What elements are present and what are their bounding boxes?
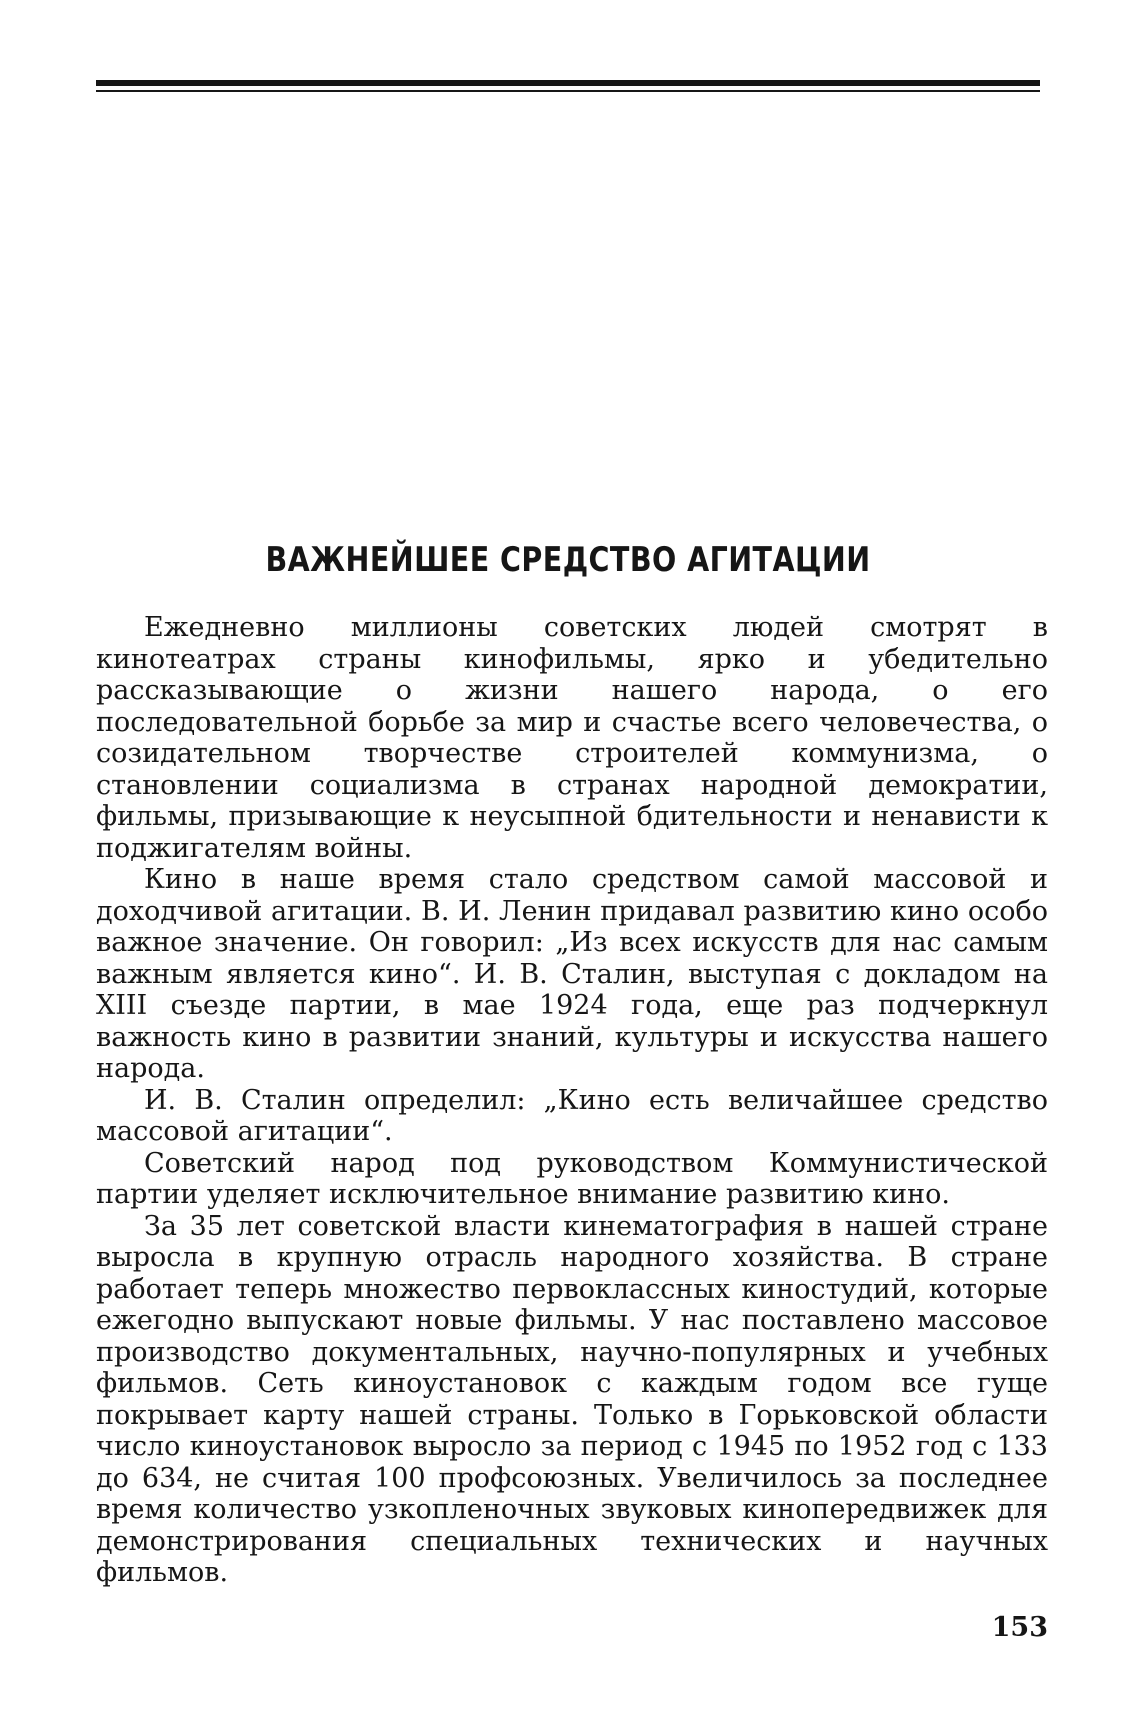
paragraph-3: И. В. Сталин определил: „Кино есть величайшее средство массовой агитации“. — [96, 1084, 1048, 1147]
body-text — [96, 612, 1048, 1589]
header-rule-thick — [96, 80, 1040, 86]
paragraph-4: Советский народ под руководством Коммунистической партии уделяет исключительное внимание развитию кино. — [96, 1147, 1048, 1210]
paragraph-2: Кино в наше время стало средством самой массовой и доходчивой агитации. В. И. Ленин придавал развитию кино особо важное значение. Он говорил: „Из всех искусств для нас самым важным является кино“. И. В. Сталин, выступая с докладом на XIII съезде партии, в мае 1924 года, еще раз подчеркнул важность кино в развитии знаний, культуры и искусства нашего народа. — [96, 864, 1048, 1084]
page-number: 153 — [991, 1612, 1048, 1643]
header-rule-thin — [96, 90, 1040, 92]
chapter-title: ВАЖНЕЙШЕЕ СРЕДСТВО АГИТАЦИИ — [265, 540, 871, 580]
paragraph-1: Ежедневно миллионы советских людей смотрят в кинотеатрах страны кинофильмы, ярко и убедительно рассказывающие о жизни нашего народа, о его последовательной борьбе за мир и счастье всего человечества, о созидательном творчестве строителей коммунизма, о становлении социализма в странах народной демократии, фильмы, призывающие к неусыпной бдительности и ненависти к поджигателям войны. — [96, 612, 1048, 864]
paragraph-5: За 35 лет советской власти кинематография в нашей стране выросла в крупную отрасль народного хозяйства. В стране работает теперь множество первоклассных киностудий, которые ежегодно выпускают новые фильмы. У нас поставлено массовое производство документальных, научно-популярных и учебных фильмов. Сеть киноустановок с каждым годом все гуще покрывает карту нашей страны. Только в Горьковской области число киноустановок выросло за период с 1945 по 1952 год с 133 до 634, не считая 100 профсоюзных. Увеличилось за последнее время количество узкопленочных звуковых кинопередвижек для демонстрирования специальных технических и научных фильмов. — [96, 1210, 1048, 1588]
